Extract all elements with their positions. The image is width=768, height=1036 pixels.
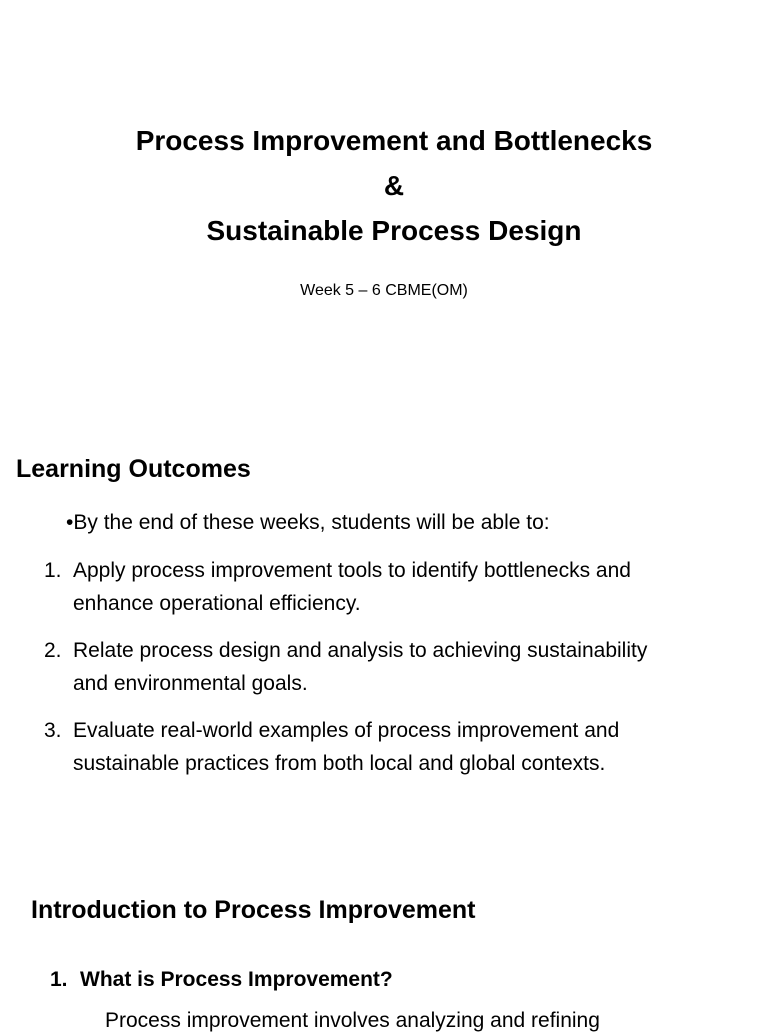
list-item-text-line-1: Relate process design and analysis to achieving sustainability [73, 639, 648, 662]
body-paragraph-start: Process improvement involves analyzing and refining [105, 1009, 600, 1032]
subsection-title: What is Process Improvement? [80, 968, 393, 991]
list-item-text-line-2: enhance operational efficiency. [73, 592, 361, 615]
subsection-number: 1. [50, 968, 68, 991]
list-item-text-line-2: and environmental goals. [73, 672, 308, 695]
list-item [44, 634, 744, 700]
list-item-number: 3. [44, 719, 62, 742]
list-item [44, 714, 744, 780]
learning-outcomes-intro: •By the end of these weeks, students will be able to: [66, 511, 550, 534]
list-item-number: 2. [44, 639, 62, 662]
slide-title [0, 118, 768, 253]
title-ampersand: & [383, 170, 405, 201]
title-line-1: Process Improvement and Bottlenecks [135, 125, 653, 156]
list-item [44, 554, 744, 620]
introduction-heading: Introduction to Process Improvement [31, 896, 476, 924]
learning-outcomes-heading: Learning Outcomes [16, 455, 251, 483]
list-item-number: 1. [44, 559, 62, 582]
slide-subtitle: Week 5 – 6 CBME(OM) [300, 282, 468, 299]
subsection-heading [50, 964, 393, 996]
learning-outcomes-list [44, 554, 744, 794]
list-item-text-line-1: Evaluate real-world examples of process improvement and [73, 719, 620, 742]
list-item-text-line-2: sustainable practices from both local and global contexts. [73, 752, 606, 775]
title-line-3: Sustainable Process Design [206, 215, 582, 246]
list-item-text-line-1: Apply process improvement tools to identify bottlenecks and [73, 559, 631, 582]
